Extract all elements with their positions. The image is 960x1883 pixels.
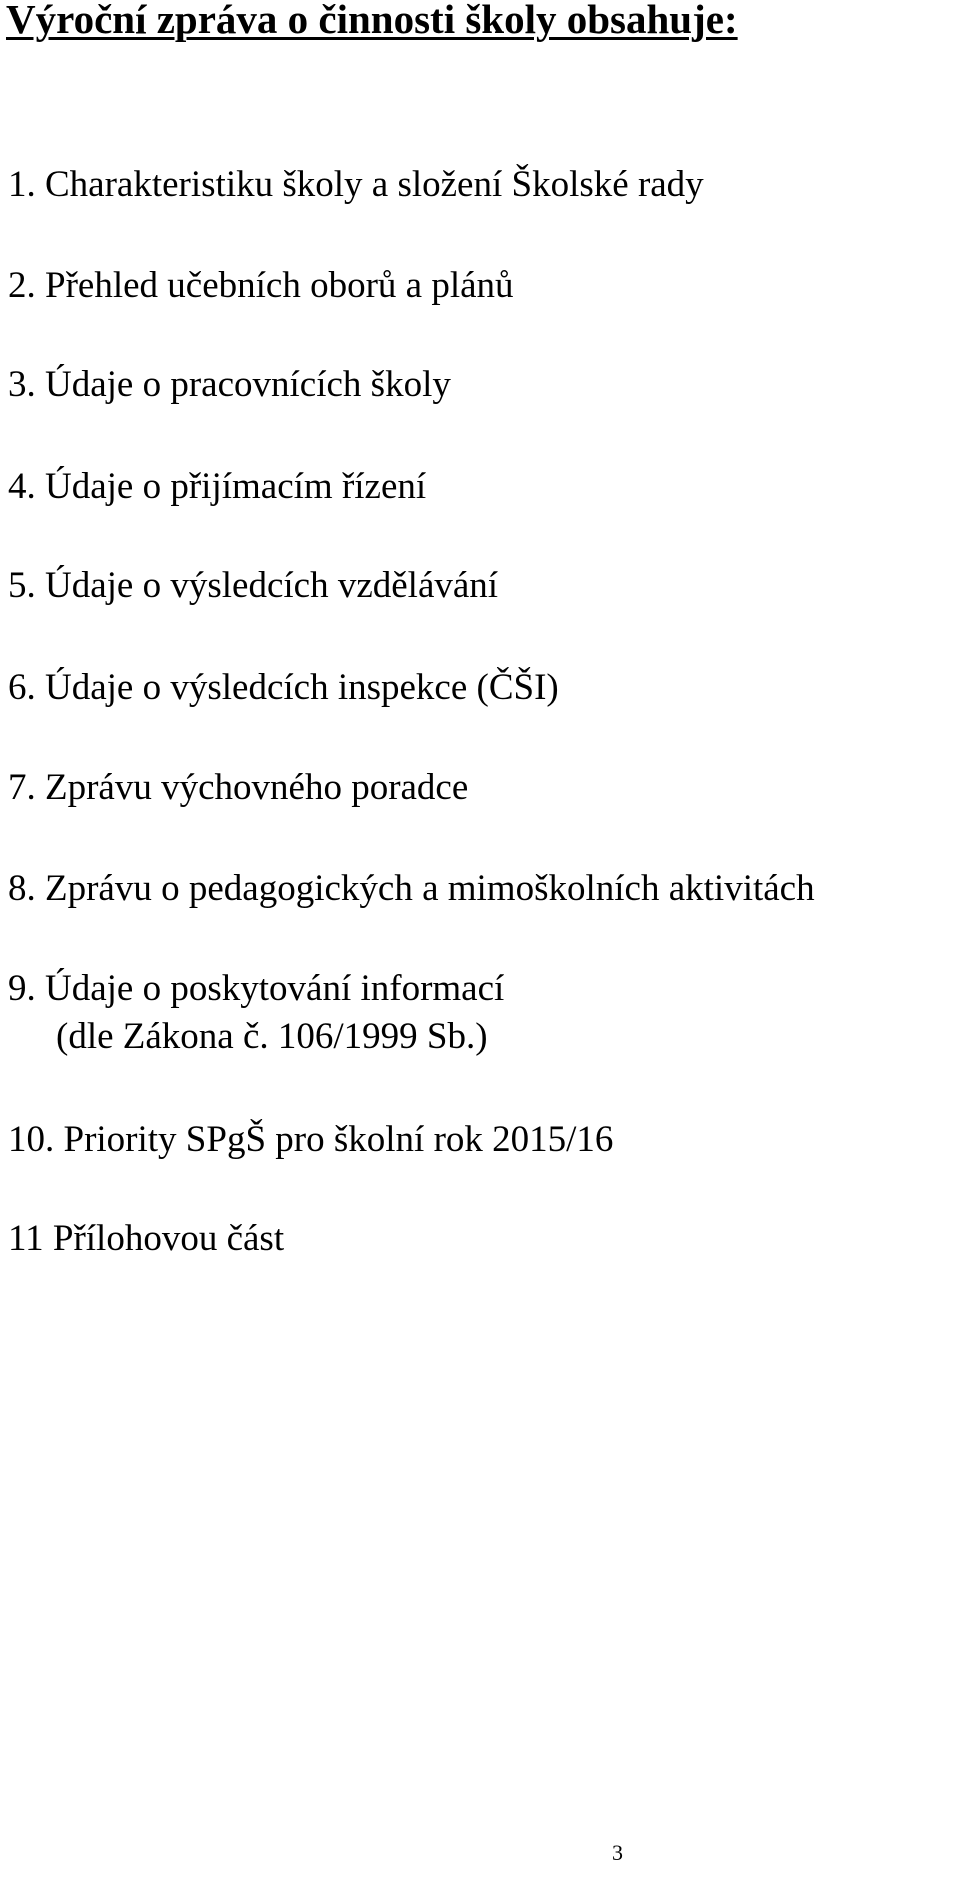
list-item-6: 6. Údaje o výsledcích inspekce (ČŠI) bbox=[8, 667, 559, 708]
document-title: Výroční zpráva o činnosti školy obsahuje: bbox=[6, 0, 738, 42]
list-item-8: 8. Zprávu o pedagogických a mimoškolních aktivitách bbox=[8, 868, 815, 909]
list-item-4: 4. Údaje o přijímacím řízení bbox=[8, 466, 427, 507]
list-item-2: 2. Přehled učebních oborů a plánů bbox=[8, 265, 514, 306]
list-item-11: 11 Přílohovou část bbox=[8, 1218, 285, 1259]
list-item-9-continuation: (dle Zákona č. 106/1999 Sb.) bbox=[56, 1016, 488, 1057]
list-item-10: 10. Priority SPgŠ pro školní rok 2015/16 bbox=[8, 1119, 614, 1160]
list-item-5: 5. Údaje o výsledcích vzdělávání bbox=[8, 565, 499, 606]
list-item-1: 1. Charakteristiku školy a složení Školské rady bbox=[8, 164, 704, 205]
page-number: 3 bbox=[612, 1840, 623, 1865]
list-item-9: 9. Údaje o poskytování informací bbox=[8, 968, 505, 1009]
list-item-7: 7. Zprávu výchovného poradce bbox=[8, 767, 469, 808]
list-item-3: 3. Údaje o pracovnících školy bbox=[8, 364, 451, 405]
